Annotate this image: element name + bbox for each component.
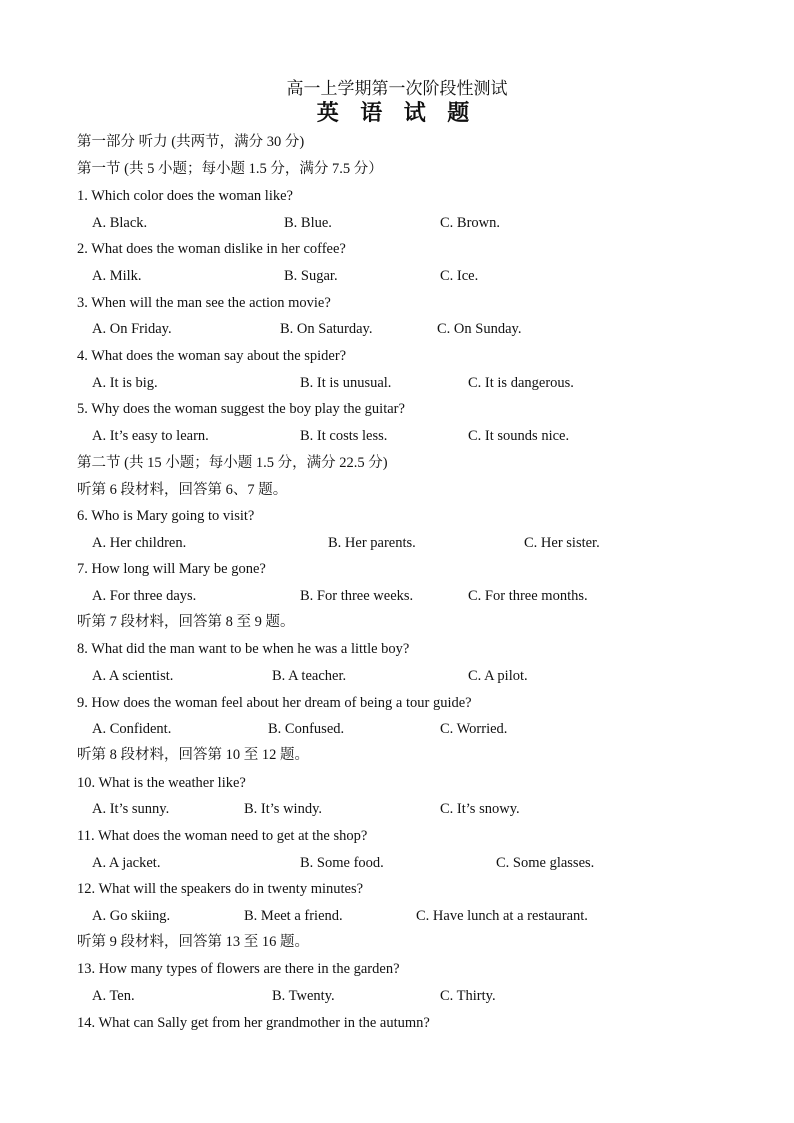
option-c: C. On Sunday. (437, 321, 522, 337)
question-3: 3. When will the man see the action movie? (77, 295, 331, 311)
question-11: 11. What does the woman need to get at the shop? (77, 828, 368, 844)
option-c: C. Thirty. (440, 988, 496, 1004)
exam-title: 高一上学期第一次阶段性测试 (286, 79, 508, 98)
question-5: 5. Why does the woman suggest the boy play the guitar? (77, 401, 405, 417)
option-a: A. Confident. (92, 721, 172, 737)
option-c: C. It sounds nice. (468, 428, 570, 444)
question-12: 12. What will the speakers do in twenty minutes? (77, 881, 364, 897)
option-b: B. Confused. (268, 721, 345, 737)
options-3 (0, 320, 794, 338)
option-a: A. For three days. (92, 588, 197, 604)
options-11 (0, 854, 794, 872)
option-c: C. A pilot. (468, 668, 528, 684)
options-4 (0, 374, 794, 392)
options-8 (0, 667, 794, 685)
question-4: 4. What does the woman say about the spider? (77, 348, 347, 364)
option-a: A. Milk. (92, 268, 142, 284)
option-a: A. It is big. (92, 375, 158, 391)
option-a: A. Go skiing. (92, 908, 171, 924)
options-1 (0, 214, 794, 232)
option-c: C. It’s snowy. (440, 801, 520, 817)
section-heading-1: 第一节 (共 5 小题；每小题 1.5 分，满分 7.5 分） (77, 161, 383, 177)
option-b: B. On Saturday. (280, 321, 373, 337)
option-b: B. Sugar. (284, 268, 338, 284)
option-a: A. Black. (92, 215, 148, 231)
instruction-material-9: 听第 9 段材料，回答第 13 至 16 题。 (77, 934, 309, 950)
option-a: A. A jacket. (92, 855, 161, 871)
option-a: A. It’s sunny. (92, 801, 170, 817)
question-9: 9. How does the woman feel about her dream of being a tour guide? (77, 695, 472, 711)
subject-title: 英 语 试 题 (316, 100, 478, 125)
instruction-material-8: 听第 8 段材料，回答第 10 至 12 题。 (77, 747, 309, 763)
question-2: 2. What does the woman dislike in her coffee? (77, 241, 346, 257)
option-b: B. Twenty. (272, 988, 335, 1004)
option-b: B. A teacher. (272, 668, 347, 684)
option-c: C. It is dangerous. (468, 375, 574, 391)
option-c: C. Have lunch at a restaurant. (416, 908, 588, 924)
option-b: B. It’s windy. (244, 801, 323, 817)
options-9 (0, 720, 794, 738)
option-c: C. Brown. (440, 215, 501, 231)
question-13: 13. How many types of flowers are there in the garden? (77, 961, 400, 977)
part-heading: 第一部分 听力 (共两节，满分 30 分) (77, 134, 305, 150)
options-6 (0, 534, 794, 552)
option-c: C. For three months. (468, 588, 588, 604)
instruction-material-6: 听第 6 段材料，回答第 6、7 题。 (77, 482, 288, 498)
question-1: 1. Which color does the woman like? (77, 188, 293, 204)
section-heading-2: 第二节 (共 15 小题；每小题 1.5 分，满分 22.5 分) (77, 455, 388, 471)
option-a: A. Her children. (92, 535, 187, 551)
instruction-material-7: 听第 7 段材料，回答第 8 至 9 题。 (77, 614, 295, 630)
question-14: 14. What can Sally get from her grandmother in the autumn? (77, 1015, 430, 1031)
options-10 (0, 800, 794, 818)
options-7 (0, 587, 794, 605)
options-13 (0, 987, 794, 1005)
question-8: 8. What did the man want to be when he was a little boy? (77, 641, 410, 657)
options-2 (0, 267, 794, 285)
option-c: C. Her sister. (524, 535, 600, 551)
option-b: B. Some food. (300, 855, 384, 871)
option-a: A. Ten. (92, 988, 135, 1004)
option-b: B. It costs less. (300, 428, 388, 444)
options-5 (0, 427, 794, 445)
option-b: B. Meet a friend. (244, 908, 343, 924)
options-12 (0, 907, 794, 925)
option-c: C. Ice. (440, 268, 479, 284)
option-b: B. It is unusual. (300, 375, 392, 391)
question-10: 10. What is the weather like? (77, 775, 246, 791)
option-a: A. It’s easy to learn. (92, 428, 209, 444)
option-b: B. Her parents. (328, 535, 416, 551)
question-7: 7. How long will Mary be gone? (77, 561, 266, 577)
question-6: 6. Who is Mary going to visit? (77, 508, 255, 524)
option-a: A. On Friday. (92, 321, 172, 337)
option-c: C. Some glasses. (496, 855, 595, 871)
option-b: B. Blue. (284, 215, 332, 231)
option-a: A. A scientist. (92, 668, 174, 684)
option-b: B. For three weeks. (300, 588, 414, 604)
option-c: C. Worried. (440, 721, 508, 737)
